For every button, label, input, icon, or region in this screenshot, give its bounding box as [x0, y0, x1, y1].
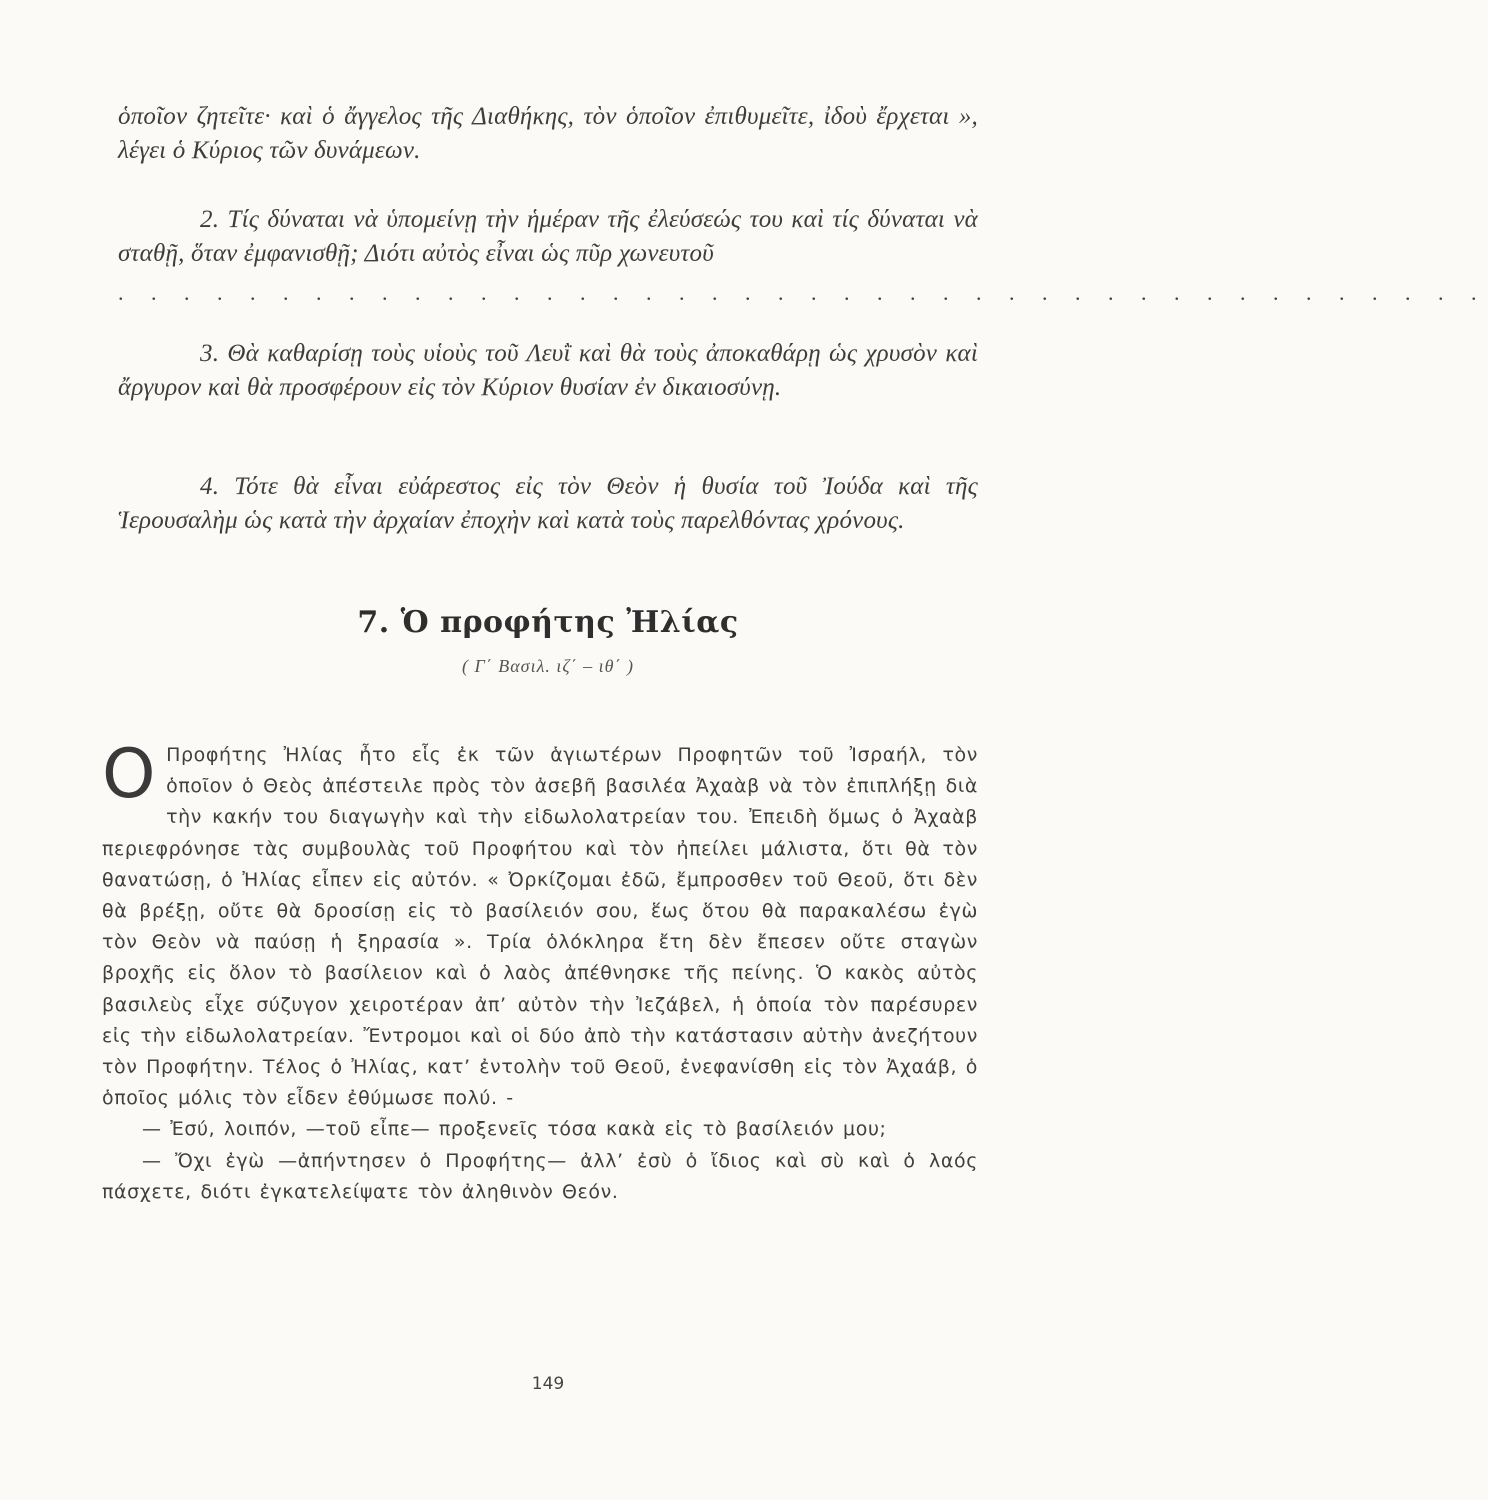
first-paragraph-text: Προφήτης Ἠλίας ἦτο εἷς ἐκ τῶν ἁγιωτέρων Προφητῶν τοῦ Ἰσραήλ, τὸν ὁποῖον ὁ Θεὸς ἀπέστειλε πρὸς τὸν ἀσεβῆ βασιλέα Ἀχαὰβ νὰ τὸν ἐπιπλήξῃ διὰ τὴν κακήν του διαγωγὴν καὶ τὴν εἰδωλολατρείαν του. Ἐπειδὴ ὅμως ὁ Ἀχαὰβ περιεφρόνησε τὰς συμβουλὰς τοῦ Προφήτου καὶ τὸν ἠπείλει μάλιστα, ὅτι θὰ τὸν θανατώσῃ, ὁ Ἠλίας εἶπεν εἰς αὐτόν. « Ὀρκίζομαι ἐδῶ, ἔμπροσθεν τοῦ Θεοῦ, ὅτι δὲν θὰ βρέξῃ, οὔτε θὰ δροσίσῃ εἰς τὸ βασίλειόν σου, ἕως ὅτου θὰ παρακαλέσω ἐγὼ τὸν Θεὸν νὰ παύσῃ ἡ ξηρασία ». Τρία ὁλόκληρα ἔτη δὲν ἔπεσεν οὔτε σταγὼν βροχῆς εἰς ὅλον τὸ βασίλειον καὶ ὁ λαὸς ἀπέθνησκε τῆς πείνης. Ὁ κακὸς αὐτὸς βασιλεὺς εἶχε σύζυγον χειροτέραν ἀπ’ αὐτὸν τὴν Ἰεζάβελ, ἡ ὁποία τὸν παρέσυρεν εἰς τὴν εἰδωλολατρείαν. Ἔντρομοι καὶ οἱ δύο ἀπὸ τὴν κατάστασιν αὐτὴν ἀνεζήτουν τὸν Προφήτην. Τέλος ὁ Ἠλίας, κατ’ ἐντολὴν τοῦ Θεοῦ, ἐνεφανίσθη εἰς τὸν Ἀχαάβ, ὁ ὁποῖος μόλις τὸν εἶδεν ἐθύμωσε πολύ. - [102, 744, 978, 1110]
paragraph-malachi-2 [118, 203, 978, 271]
chapter-title: 7. Ὁ προφήτης Ἠλίας [357, 605, 739, 640]
paragraph-text: 4. Τότε θὰ εἶναι εὐάρεστος εἰς τὸν Θεὸν ἡ θυσία τοῦ Ἰούδα καὶ τῆς Ἱερουσαλὴμ ὡς κατὰ τὴν ἀρχαίαν ἐποχὴν καὶ κατὰ τοὺς παρελθόντας χρόνους. [118, 473, 978, 534]
dialogue-paragraph-2: — Ὄχι ἐγὼ —ἀπήντησεν ὁ Προφήτης— ἀλλ’ ἐσὺ ὁ ἴδιος καὶ σὺ καὶ ὁ λαός πάσχετε, διότι ἐγκατελείψατε τὸν ἀληθινὸν Θεόν. [102, 1149, 978, 1203]
paragraph-malachi-4 [118, 470, 978, 538]
ellipsis-divider: . . . . . . . . . . . . . . . . . . . . . . . . . . . . . . . . . . . . . . . . . . [118, 280, 1488, 305]
paragraph-malachi-1 [118, 100, 978, 168]
paragraph-text: ὁποῖον ζητεῖτε· καὶ ὁ ἄγγελος τῆς Διαθήκης, τὸν ὁποῖον ἐπιθυμεῖτε, ἰδοὺ ἔρχεται », λέγει ὁ Κύριος τῶν δυνάμεων. [118, 103, 978, 164]
first-paragraph [102, 735, 978, 1114]
paragraph-text: 2. Τίς δύναται νὰ ὑπομείνῃ τὴν ἡμέραν τῆς ἐλεύσεώς του καὶ τίς δύναται νὰ σταθῇ, ὅταν ἐμφανισθῇ; Διότι αὐτὸς εἶναι ὡς πῦρ χωνευτοῦ [118, 206, 978, 267]
book-page [102, 100, 1488, 1460]
chapter-reference: ( Γ΄ Βασιλ. ιζ΄ – ιθ΄ ) [462, 656, 634, 676]
page-number: 149 [531, 1374, 565, 1394]
chapter-body [102, 735, 978, 1208]
paragraph-malachi-3 [118, 337, 978, 405]
paragraph-text: 3. Θὰ καθαρίσῃ τοὺς υἱοὺς τοῦ Λευῒ καὶ θὰ τοὺς ἀποκαθάρῃ ὡς χρυσὸν καὶ ἄργυρον καὶ θὰ προσφέρουν εἰς τὸν Κύριον θυσίαν ἐν δικαιοσύνῃ. [118, 340, 978, 401]
drop-cap: Ο [102, 735, 157, 814]
dialogue-paragraph-1: — Ἐσύ, λοιπόν, —τοῦ εἶπε— προξενεῖς τόσα κακὰ εἰς τὸ βασίλειόν μου; [142, 1118, 887, 1141]
